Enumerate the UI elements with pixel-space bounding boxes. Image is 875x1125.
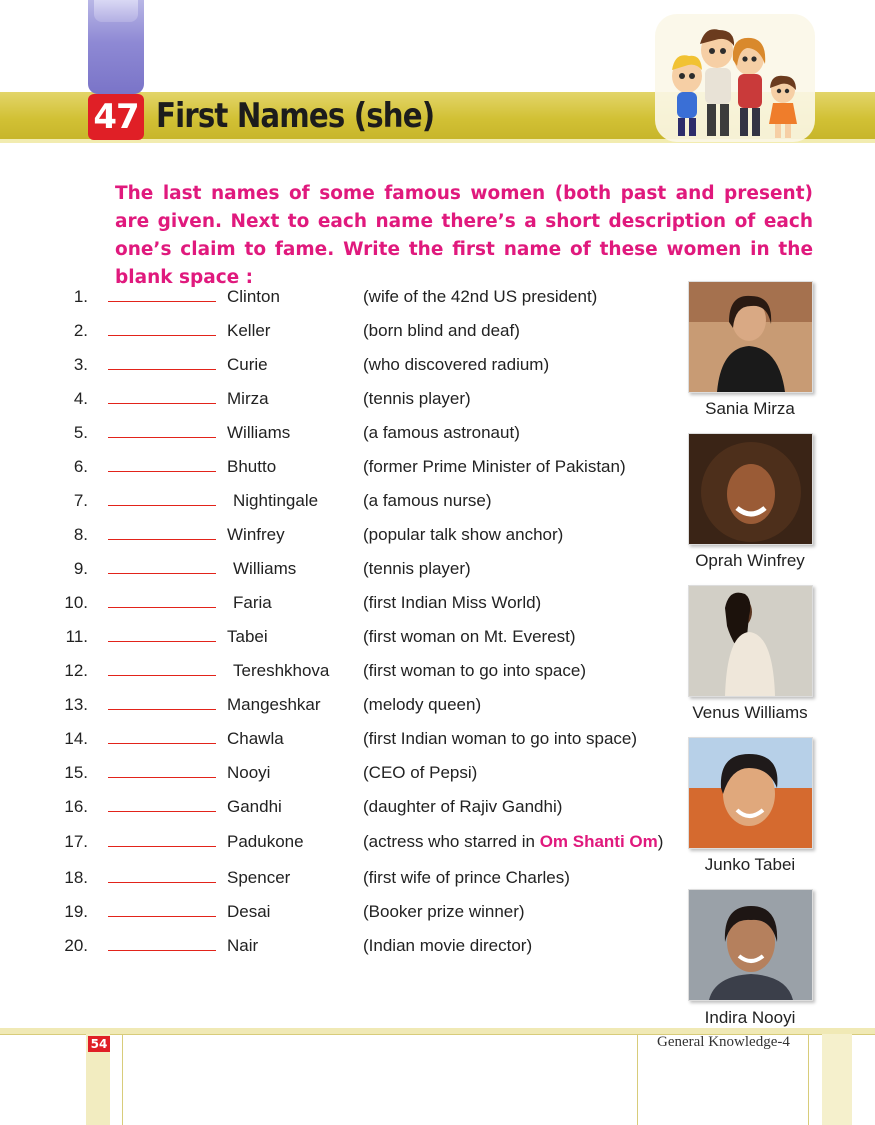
footer-right-strip bbox=[822, 1034, 852, 1125]
question-row bbox=[0, 593, 700, 623]
book-title: General Knowledge-4 bbox=[657, 1034, 790, 1050]
question-number: 18. bbox=[64, 868, 88, 887]
photo-caption: Sania Mirza bbox=[705, 399, 795, 418]
question-row bbox=[0, 695, 700, 725]
photo-junko-tabei bbox=[688, 737, 813, 849]
answer-blank[interactable] bbox=[108, 916, 216, 917]
description: (a famous astronaut) bbox=[363, 423, 520, 442]
last-name: Mirza bbox=[227, 389, 269, 408]
question-number: 20. bbox=[64, 936, 88, 955]
question-number: 10. bbox=[64, 593, 88, 612]
question-number: 19. bbox=[64, 902, 88, 921]
question-row bbox=[0, 423, 700, 453]
description: (tennis player) bbox=[363, 559, 471, 578]
question-number: 5. bbox=[73, 423, 88, 442]
question-row bbox=[0, 389, 700, 419]
last-name: Winfrey bbox=[227, 525, 285, 544]
last-name: Gandhi bbox=[227, 797, 282, 816]
answer-blank[interactable] bbox=[108, 471, 216, 472]
page-number: 54 bbox=[88, 1036, 110, 1052]
question-number: 12. bbox=[64, 661, 88, 680]
answer-blank[interactable] bbox=[108, 607, 216, 608]
last-name: Williams bbox=[227, 423, 291, 442]
question-number: 16. bbox=[64, 797, 88, 816]
question-number: 2. bbox=[73, 321, 88, 340]
description: (Booker prize winner) bbox=[363, 902, 525, 921]
last-name: Tabei bbox=[227, 627, 268, 646]
question-number: 1. bbox=[73, 287, 88, 306]
question-number: 7. bbox=[73, 491, 88, 510]
last-name: Keller bbox=[227, 321, 271, 340]
answer-blank[interactable] bbox=[108, 301, 216, 302]
question-number: 13. bbox=[64, 695, 88, 714]
instruction-text: The last names of some famous women (both past and present) are given. Next to each name there’s a short description of each one’s claim to fame. Write the first name of these women in the blank space : bbox=[115, 183, 813, 288]
page-title: First Names (she) bbox=[156, 96, 435, 136]
description: (first wife of prince Charles) bbox=[363, 868, 570, 887]
answer-blank[interactable] bbox=[108, 369, 216, 370]
description: (first woman on Mt. Everest) bbox=[363, 627, 576, 646]
description-text: (actress who starred in bbox=[363, 832, 540, 851]
description: (wife of the 42nd US president) bbox=[363, 287, 598, 306]
footer-rule bbox=[122, 1034, 123, 1125]
description: (first Indian Miss World) bbox=[363, 593, 542, 612]
chapter-number-badge: 47 bbox=[88, 94, 144, 140]
question-row bbox=[0, 355, 700, 385]
description: (born blind and deaf) bbox=[363, 321, 520, 340]
question-row bbox=[0, 627, 700, 657]
answer-blank[interactable] bbox=[108, 437, 216, 438]
question-row bbox=[0, 491, 700, 521]
answer-blank[interactable] bbox=[108, 950, 216, 951]
photo-caption: Indira Nooyi bbox=[704, 1008, 796, 1027]
description: (popular talk show anchor) bbox=[363, 525, 564, 544]
question-row bbox=[0, 729, 700, 759]
chapter-tab bbox=[88, 0, 144, 94]
last-name: Chawla bbox=[227, 729, 284, 748]
last-name: Tereshkhova bbox=[233, 661, 330, 680]
question-row bbox=[0, 321, 700, 351]
footer-rule bbox=[808, 1034, 809, 1125]
question-row bbox=[0, 763, 700, 793]
answer-blank[interactable] bbox=[108, 811, 216, 812]
family-illustration bbox=[655, 14, 815, 142]
footer-rule bbox=[637, 1034, 638, 1125]
description: (a famous nurse) bbox=[363, 491, 492, 510]
last-name: Faria bbox=[233, 593, 272, 612]
question-number: 8. bbox=[73, 525, 88, 544]
answer-blank[interactable] bbox=[108, 403, 216, 404]
last-name: Curie bbox=[227, 355, 268, 374]
description bbox=[363, 832, 663, 852]
answer-blank[interactable] bbox=[108, 743, 216, 744]
question-row bbox=[0, 936, 700, 966]
answer-blank[interactable] bbox=[108, 675, 216, 676]
last-name: Nair bbox=[227, 936, 259, 955]
movie-title: Om Shanti Om bbox=[539, 832, 658, 851]
answer-blank[interactable] bbox=[108, 709, 216, 710]
answer-blank[interactable] bbox=[108, 505, 216, 506]
answer-blank[interactable] bbox=[108, 882, 216, 883]
photo-venus-williams bbox=[688, 585, 813, 697]
description-close: ) bbox=[657, 832, 664, 851]
description: (who discovered radium) bbox=[363, 355, 550, 374]
description: (daughter of Rajiv Gandhi) bbox=[363, 797, 563, 816]
question-number: 17. bbox=[64, 832, 88, 851]
last-name: Clinton bbox=[227, 287, 280, 306]
answer-blank[interactable] bbox=[108, 573, 216, 574]
question-row bbox=[0, 525, 700, 555]
photo-sania-mirza bbox=[688, 281, 813, 393]
answer-blank[interactable] bbox=[108, 335, 216, 336]
question-row bbox=[0, 797, 700, 827]
description: (CEO of Pepsi) bbox=[363, 763, 478, 782]
description: (melody queen) bbox=[363, 695, 482, 714]
description: (Indian movie director) bbox=[363, 936, 533, 955]
question-row bbox=[0, 457, 700, 487]
photo-caption: Venus Williams bbox=[692, 703, 808, 722]
question-row bbox=[0, 287, 700, 317]
answer-blank[interactable] bbox=[108, 539, 216, 540]
last-name: Padukone bbox=[227, 832, 304, 851]
question-number: 15. bbox=[64, 763, 88, 782]
last-name: Nightingale bbox=[233, 491, 319, 510]
question-row bbox=[0, 832, 700, 862]
photo-oprah-winfrey bbox=[688, 433, 813, 545]
question-row bbox=[0, 661, 700, 691]
photo-indira-nooyi bbox=[688, 889, 813, 1001]
photo-caption: Junko Tabei bbox=[704, 855, 796, 874]
description: (first woman to go into space) bbox=[363, 661, 586, 680]
description: (tennis player) bbox=[363, 389, 471, 408]
question-number: 3. bbox=[73, 355, 88, 374]
last-name: Desai bbox=[227, 902, 271, 921]
description: (first Indian woman to go into space) bbox=[363, 729, 638, 748]
answer-blank[interactable] bbox=[108, 777, 216, 778]
last-name: Mangeshkar bbox=[227, 695, 321, 714]
last-name: Williams bbox=[233, 559, 297, 578]
description: (former Prime Minister of Pakistan) bbox=[363, 457, 626, 476]
question-number: 6. bbox=[73, 457, 88, 476]
last-name: Bhutto bbox=[227, 457, 277, 476]
question-row bbox=[0, 559, 700, 589]
last-name: Spencer bbox=[227, 868, 291, 887]
question-number: 4. bbox=[73, 389, 88, 408]
last-name: Nooyi bbox=[227, 763, 271, 782]
question-row bbox=[0, 868, 700, 898]
answer-blank[interactable] bbox=[108, 641, 216, 642]
answer-blank[interactable] bbox=[108, 846, 216, 847]
question-number: 11. bbox=[65, 627, 88, 646]
question-row bbox=[0, 902, 700, 932]
question-number: 14. bbox=[64, 729, 88, 748]
question-number: 9. bbox=[73, 559, 88, 578]
photo-caption: Oprah Winfrey bbox=[695, 551, 805, 570]
